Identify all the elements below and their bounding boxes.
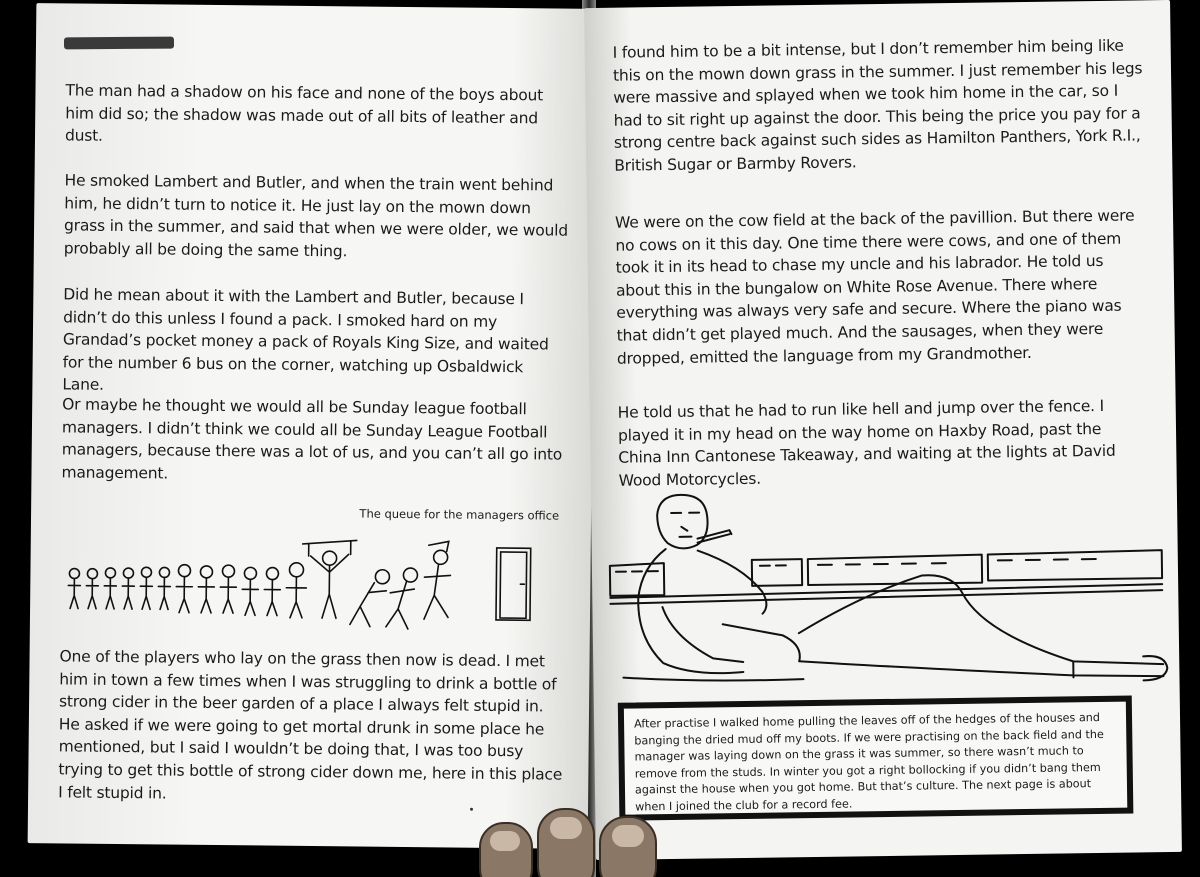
holding-fingers (470, 805, 710, 877)
right-page (584, 0, 1182, 860)
left-paragraph-2: He smoked Lambert and Butler, and when the train went behind him, he didn’t turn to notice it. He just lay on the mown down grass in the summer, and said that when we were older, we would probably all be doing the same thing. (63, 171, 569, 261)
right-paragraph-3: He told us that he had to run like hell and jump over the fence. I played it in my head on the way home on Haxby Road, past the China Inn Cantonese Takeaway, and waiting at the lights at David Wood Motorcycles. (617, 396, 1116, 490)
boxed-note: After practise I walked home pulling the leaves off of the hedges of the houses and banging the dried mud off my boots. If we were practising on the back field and the manager was laying down on the grass it was summer, so there wasn’t much to remove from the studs. In winter you got a right bollocking if you didn’t bang them against the house when you got home. But that’s culture. The next page is about when I joined the club for a record fee. (618, 696, 1134, 821)
left-paragraph-5: One of the players who lay on the grass then now is dead. I met him in town a few times when I was struggling to drink a bottle of strong cider in the beer garden of a place I always felt stupid in. He asked if we were going to get mortal drunk in some place he mentioned, but I said I wouldn’t be doing that, I was too busy trying to get this bottle of strong cider down me, here in this place I felt stupid in. (58, 647, 563, 803)
redacted-header (64, 37, 174, 50)
right-paragraph-1: I found him to be a bit intense, but I don’t remember him being like this on the mown down grass in the summer. I just remember his legs were massive and splayed when we took him home in the car, so I had to sit right up against the door. This being the price you pay for a strong centre back against such sides as Hamilton Panthers, York R.I., British Sugar or Barmby Rovers. (612, 36, 1143, 175)
queue-figure (68, 568, 80, 608)
reclining-man-drawing (601, 480, 1174, 698)
left-paragraph-4: Or maybe he thought we would all be Sunday league football managers. I didn’t think we could all be Sunday League Football managers, because there was a lot of us, and you can’t all go into management. (61, 395, 563, 483)
right-paragraph-2: We were on the cow field at the back of the pavillion. But there were no cows on it this day. One time there were cows, and one of them took it in its head to chase my uncle and his labrador. He told us about this in the bungalow on White Rose Avenue. There where everything was always very safe and secure. Where the piano was that didn’t get played much. And the sausages, when they were dropped, emitted the language from my Grandmother. (614, 206, 1135, 368)
left-paragraph-1: The man had a shadow on his face and none of the boys about him did so; the shadow was made out of all bits of leather and dust. (64, 81, 544, 145)
left-paragraph-3: Did he mean about it with the Lambert and Butler, because I didn’t do this unless I found a pack. I smoked hard on my Grandad’s pocket money a pack of Royals King Size, and waited for the number 6 bus on the corner, watching up Osbaldwick Lane. (62, 285, 549, 395)
queue-drawing (64, 533, 555, 648)
left-page (28, 3, 597, 849)
illustration-caption: The queue for the managers office (359, 506, 560, 523)
